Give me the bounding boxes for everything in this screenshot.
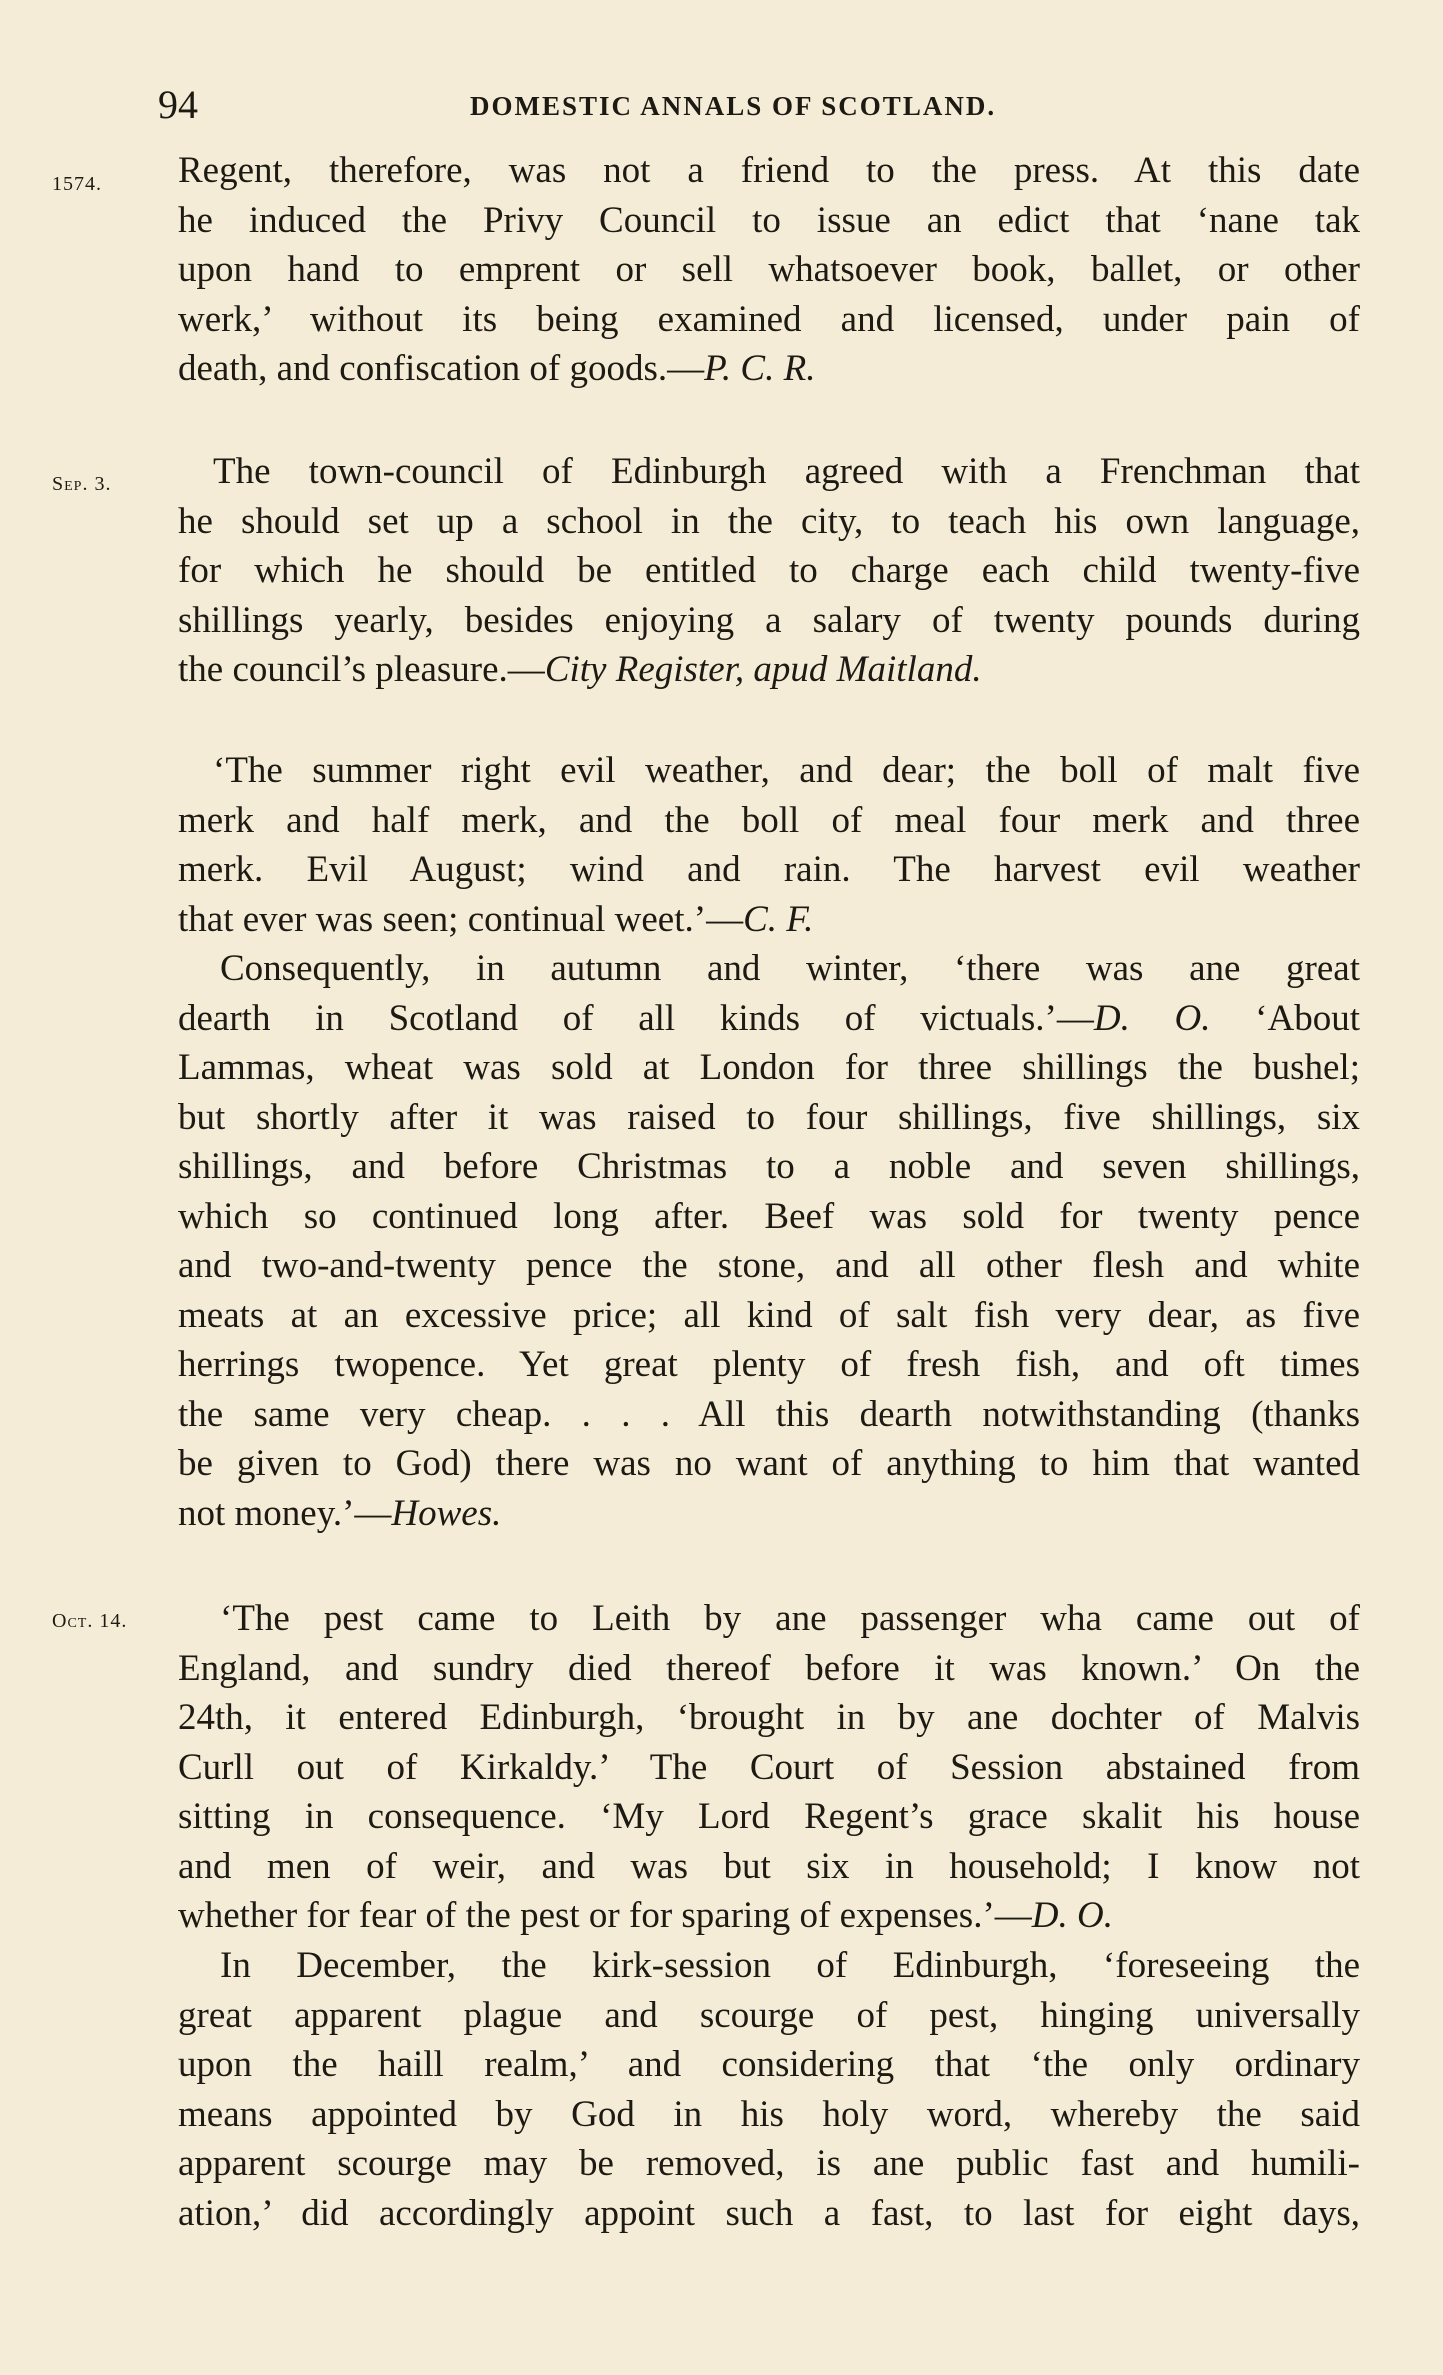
text-line: the same very cheap. . . . All this dearth notwithstanding (thanks: [178, 1393, 1360, 1435]
text-line: shillings yearly, besides enjoying a salary of twenty pounds during: [178, 599, 1360, 641]
text-line: 24th, it entered Edinburgh, ‘brought in by ane dochter of Malvis: [178, 1697, 1360, 1738]
paragraph-french-school: [178, 447, 1360, 695]
margin-note-sep: Sep. 3.: [52, 473, 112, 495]
paragraph-dearth: [178, 944, 1360, 1538]
running-head: DOMESTIC ANNALS OF SCOTLAND.: [470, 91, 997, 121]
page-header: [0, 80, 1443, 130]
text-line: ‘The summer right evil weather, and dear; the boll of malt five: [213, 750, 1360, 791]
text-line: In December, the kirk-session of Edinburgh, ‘foreseeing the: [220, 1945, 1360, 1986]
text-line: ‘The pest came to Leith by ane passenger wha came out of: [220, 1598, 1360, 1639]
citation: Howes.: [391, 1492, 502, 1534]
text-line: but shortly after it was raised to four shillings, five shillings, six: [178, 1096, 1360, 1138]
paragraph-press-edict: [178, 146, 1360, 394]
text-line: for which he should be entitled to charge each child twenty-five: [178, 550, 1360, 591]
text-segment: the council’s pleasure.—: [178, 649, 545, 690]
text-line: Consequently, in autumn and winter, ‘there was ane great: [220, 948, 1360, 989]
text-segment: that ever was seen; continual weet.’—: [178, 898, 744, 940]
text-line: upon hand to emprent or sell whatsoever book, ballet, or other: [178, 249, 1360, 290]
text-line: and two-and-twenty pence the stone, and all other flesh and white: [178, 1245, 1360, 1286]
text-line: [178, 994, 1360, 1044]
text-line: Lammas, wheat was sold at London for three shillings the bushel;: [178, 1047, 1360, 1088]
text-line: [178, 645, 1360, 695]
text-segment: death, and confiscation of goods.—: [178, 348, 705, 389]
text-segment: whether for fear of the pest or for sparing of expenses.’—: [178, 1895, 1032, 1936]
text-line: sitting in consequence. ‘My Lord Regent’s grace skalit his house: [178, 1796, 1360, 1837]
margin-note-year: 1574.: [52, 173, 102, 195]
text-line: shillings, and before Christmas to a noble and seven shillings,: [178, 1146, 1360, 1187]
margin-note-oct: Oct. 14.: [52, 1610, 128, 1632]
text-line: and men of weir, and was but six in household; I know not: [178, 1845, 1360, 1887]
paragraph-pest-leith: [178, 1594, 1360, 1941]
text-line: he induced the Privy Council to issue an edict that ‘nane tak: [178, 199, 1360, 241]
text-line: apparent scourge may be removed, is ane public fast and humili-: [178, 2143, 1360, 2184]
text-line: upon the haill realm,’ and considering that ‘the only ordinary: [178, 2044, 1360, 2085]
text-segment: dearth in Scotland of all kinds of victuals.’—: [178, 997, 1094, 1039]
paragraph-summer-weather: [178, 746, 1360, 944]
text-line: [178, 895, 1360, 945]
text-line: be given to God) there was no want of anything to him that wanted: [178, 1443, 1360, 1484]
text-line: [178, 344, 1360, 394]
text-line: werk,’ without its being examined and licensed, under pain of: [178, 298, 1360, 340]
text-line: Curll out of Kirkaldy.’ The Court of Session abstained from: [178, 1746, 1360, 1788]
text-line: meats at an excessive price; all kind of salt fish very dear, as five: [178, 1294, 1360, 1336]
citation: D. O.: [1031, 1895, 1113, 1936]
text-line: which so continued long after. Beef was sold for twenty pence: [178, 1195, 1360, 1237]
paragraph-public-fast: [178, 1941, 1360, 2238]
text-line: [178, 1891, 1360, 1941]
text-line: [178, 1489, 1360, 1539]
text-line: ation,’ did accordingly appoint such a fast, to last for eight days,: [178, 2192, 1360, 2234]
citation: P. C. R.: [704, 348, 816, 389]
text-line: great apparent plague and scourge of pest, hinging universally: [178, 1994, 1360, 2036]
text-line: means appointed by God in his holy word, whereby the said: [178, 2093, 1360, 2135]
text-line: merk and half merk, and the boll of meal four merk and three: [178, 799, 1360, 841]
text-segment: not money.’—: [178, 1492, 392, 1534]
citation: City Register, apud Maitland.: [544, 649, 982, 690]
citation: D. O.: [1093, 997, 1211, 1039]
text-line: he should set up a school in the city, to teach his own language,: [178, 500, 1360, 542]
text-line: The town-council of Edinburgh agreed with a Frenchman that: [213, 451, 1360, 492]
text-line: herrings twopence. Yet great plenty of fresh fish, and oft times: [178, 1344, 1360, 1385]
citation: C. F.: [743, 898, 814, 940]
text-line: merk. Evil August; wind and rain. The harvest evil weather: [178, 849, 1360, 890]
text-segment: ‘About: [1210, 997, 1360, 1039]
text-line: Regent, therefore, was not a friend to the press. At this date: [178, 150, 1360, 191]
text-line: England, and sundry died thereof before it was known.’ On the: [178, 1647, 1360, 1689]
page-number: 94: [158, 82, 198, 127]
